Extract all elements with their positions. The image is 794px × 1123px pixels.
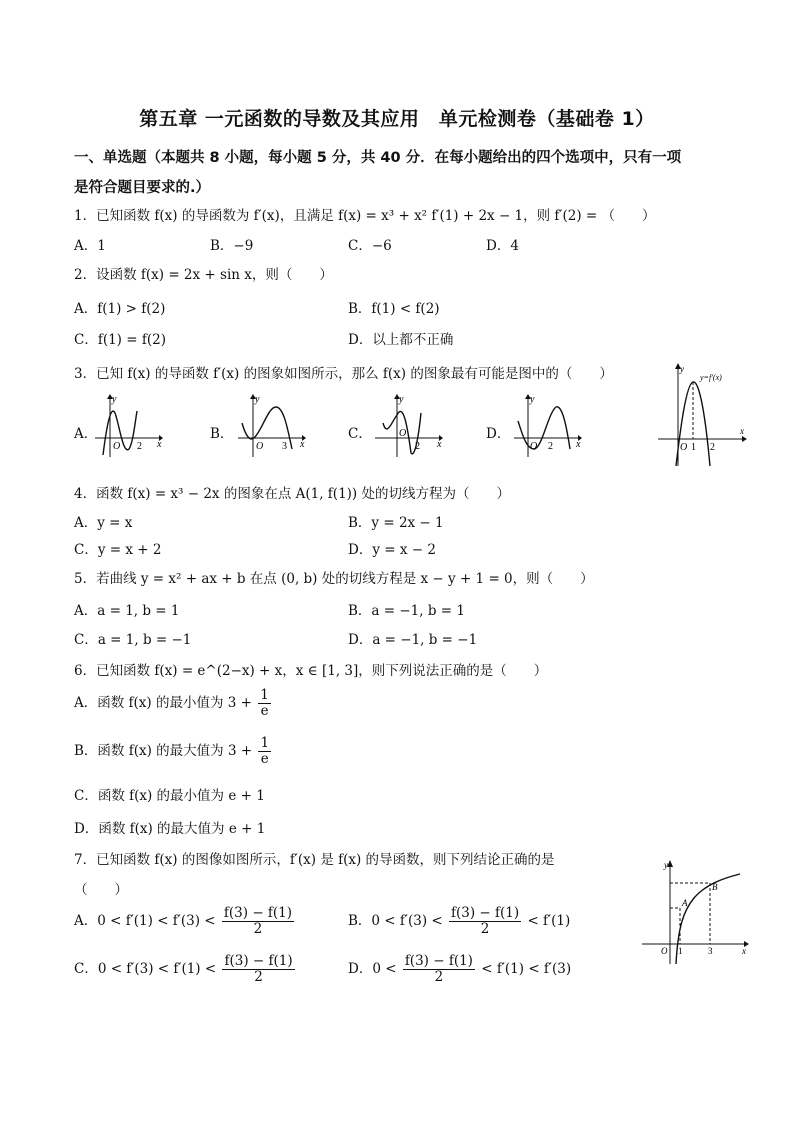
q5-option-d: D．a = −1, b = −1 xyxy=(348,632,478,648)
tick-label-2: 2 xyxy=(548,441,553,452)
origin-label: O xyxy=(399,428,407,439)
origin-label: O xyxy=(661,946,668,956)
q2-option-d: D．以上都不正确 xyxy=(348,332,454,348)
section-heading-line2: 是符合题目要求的.） xyxy=(74,180,211,196)
fraction-numerator: f(3) − f(1) xyxy=(224,953,293,969)
section-heading-line1: 一、单选题（本题共 8 小题，每小题 5 分，共 40 分．在每小题给出的四个选项中，只有一项 xyxy=(74,150,682,166)
q3-option-a: A． xyxy=(74,426,98,442)
q6-option-a-text: A．函数 f(x) 的最小值为 3 + xyxy=(74,695,252,711)
q3-graph-d xyxy=(512,393,582,458)
q1-option-b: B．−9 xyxy=(210,238,254,254)
q7-option-a-text: A．0 < f′(1) < f′(3) < xyxy=(74,913,216,929)
tick-label-1: 1 xyxy=(678,946,683,956)
q1-option-c: C．−6 xyxy=(348,238,392,254)
axis-y-label: y xyxy=(664,860,668,870)
q6-option-a-fraction xyxy=(258,688,271,719)
question-3: 3．已知 f(x) 的导函数 f′(x) 的图象如图所示，那么 f(x) 的图象最有可能是图中的（ ） xyxy=(74,366,613,382)
q5-option-b: B．a = −1, b = 1 xyxy=(348,603,465,619)
question-2: 2．设函数 f(x) = 2x + sin x，则（ ） xyxy=(74,267,333,283)
axis-x-label: x xyxy=(742,946,746,956)
q7-option-c-fraction xyxy=(222,954,294,985)
q6-option-d: D．函数 f(x) 的最大值为 e + 1 xyxy=(74,821,266,837)
fraction-denominator: 2 xyxy=(480,921,490,937)
axis-y-label: y xyxy=(680,364,684,374)
q7-function-figure xyxy=(640,856,752,966)
q5-option-a: A．a = 1, b = 1 xyxy=(74,603,180,619)
axis-y-label: y xyxy=(255,394,260,405)
question-6: 6．已知函数 f(x) = e^(2−x) + x，x ∈ [1, 3]，则下列说法正确的是（ ） xyxy=(74,663,548,679)
q7-option-a xyxy=(74,906,296,937)
axis-y-label: y xyxy=(530,394,535,405)
axis-y-label: y xyxy=(399,394,404,405)
q7-option-d xyxy=(348,954,571,985)
tick-label-3: 3 xyxy=(282,441,287,452)
fraction-numerator: f(3) − f(1) xyxy=(451,905,520,921)
q6-option-b-text: B．函数 f(x) 的最大值为 3 + xyxy=(74,743,253,759)
q7-option-d-text: D．0 < xyxy=(348,961,397,977)
q2-option-c: C．f(1) = f(2) xyxy=(74,332,166,348)
fraction-numerator: f(3) − f(1) xyxy=(404,953,473,969)
q6-option-b-fraction xyxy=(258,736,271,767)
tick-label-2: 2 xyxy=(137,441,142,452)
q7-option-d-fraction xyxy=(403,954,475,985)
q6-option-a xyxy=(74,688,273,719)
q3-graph-c xyxy=(373,393,443,458)
q1-option-d: D．4 xyxy=(486,238,519,254)
curve-label: y=f′(x) xyxy=(700,373,722,382)
point-b-label: B xyxy=(712,882,718,892)
fraction-denominator: e xyxy=(260,751,269,767)
q3-option-d: D． xyxy=(486,426,511,442)
q3-derivative-figure xyxy=(656,362,748,468)
tick-label-2: 2 xyxy=(710,442,715,453)
q7-option-b-fraction xyxy=(449,906,521,937)
axis-x-label: x xyxy=(300,439,305,450)
q7-option-c-text: C．0 < f′(3) < f′(1) < xyxy=(74,961,217,977)
q3-option-c: C． xyxy=(348,426,372,442)
page-title: 第五章 一元函数的导数及其应用 单元检测卷（基础卷 1） xyxy=(139,108,655,130)
fraction-denominator: e xyxy=(260,703,269,719)
tick-label-2: 2 xyxy=(415,441,420,452)
axis-x-label: x xyxy=(576,439,581,450)
q4-option-c: C．y = x + 2 xyxy=(74,542,162,558)
q7-option-b xyxy=(348,906,570,937)
origin-label: O xyxy=(256,441,264,452)
origin-label: O xyxy=(530,441,538,452)
origin-label: O xyxy=(680,442,688,453)
q4-option-a: A．y = x xyxy=(74,515,133,531)
tick-label-3: 3 xyxy=(708,946,713,956)
q5-option-c: C．a = 1, b = −1 xyxy=(74,632,192,648)
origin-label: O xyxy=(113,441,121,452)
question-7-bracket: （ ） xyxy=(74,882,128,898)
q6-option-b xyxy=(74,736,273,767)
point-a-label: A xyxy=(682,898,688,908)
q3-graph-a xyxy=(93,393,163,458)
q7-option-c xyxy=(74,954,297,985)
q7-option-b-tail: < f′(1) xyxy=(527,913,571,929)
q3-option-b: B． xyxy=(210,426,234,442)
axis-x-label: x xyxy=(740,426,744,436)
fraction-denominator: 2 xyxy=(253,921,263,937)
q1-option-a: A．1 xyxy=(74,238,106,254)
q3-graph-b xyxy=(236,393,306,458)
q7-option-b-text: B．0 < f′(3) < xyxy=(348,913,443,929)
axis-x-label: x xyxy=(437,439,442,450)
fraction-denominator: 2 xyxy=(434,969,444,985)
q6-option-c: C．函数 f(x) 的最小值为 e + 1 xyxy=(74,788,265,804)
tick-label-1: 1 xyxy=(691,442,696,453)
question-1: 1．已知函数 f(x) 的导函数为 f′(x)，且满足 f(x) = x³ + x² f′(1) + 2x − 1，则 f′(2) = （ ） xyxy=(74,208,656,224)
fraction-numerator: 1 xyxy=(260,735,270,751)
q7-option-d-tail: < f′(1) < f′(3) xyxy=(481,961,572,977)
question-7: 7．已知函数 f(x) 的图像如图所示，f′(x) 是 f(x) 的导函数，则下列结论正确的是 xyxy=(74,852,555,868)
question-4: 4．函数 f(x) = x³ − 2x 的图象在点 A(1, f(1)) 处的切线方程为（ ） xyxy=(74,486,510,502)
axis-y-label: y xyxy=(112,394,117,405)
question-5: 5．若曲线 y = x² + ax + b 在点 (0, b) 处的切线方程是 x − y + 1 = 0，则（ ） xyxy=(74,571,594,587)
axis-x-label: x xyxy=(157,439,162,450)
fraction-numerator: 1 xyxy=(260,687,269,703)
q4-option-d: D．y = x − 2 xyxy=(348,542,436,558)
q7-option-a-fraction xyxy=(222,906,294,937)
q4-option-b: B．y = 2x − 1 xyxy=(348,515,444,531)
q2-option-b: B．f(1) < f(2) xyxy=(348,301,440,317)
fraction-numerator: f(3) − f(1) xyxy=(223,905,293,921)
q2-option-a: A．f(1) > f(2) xyxy=(74,301,166,317)
fraction-denominator: 2 xyxy=(254,969,263,985)
